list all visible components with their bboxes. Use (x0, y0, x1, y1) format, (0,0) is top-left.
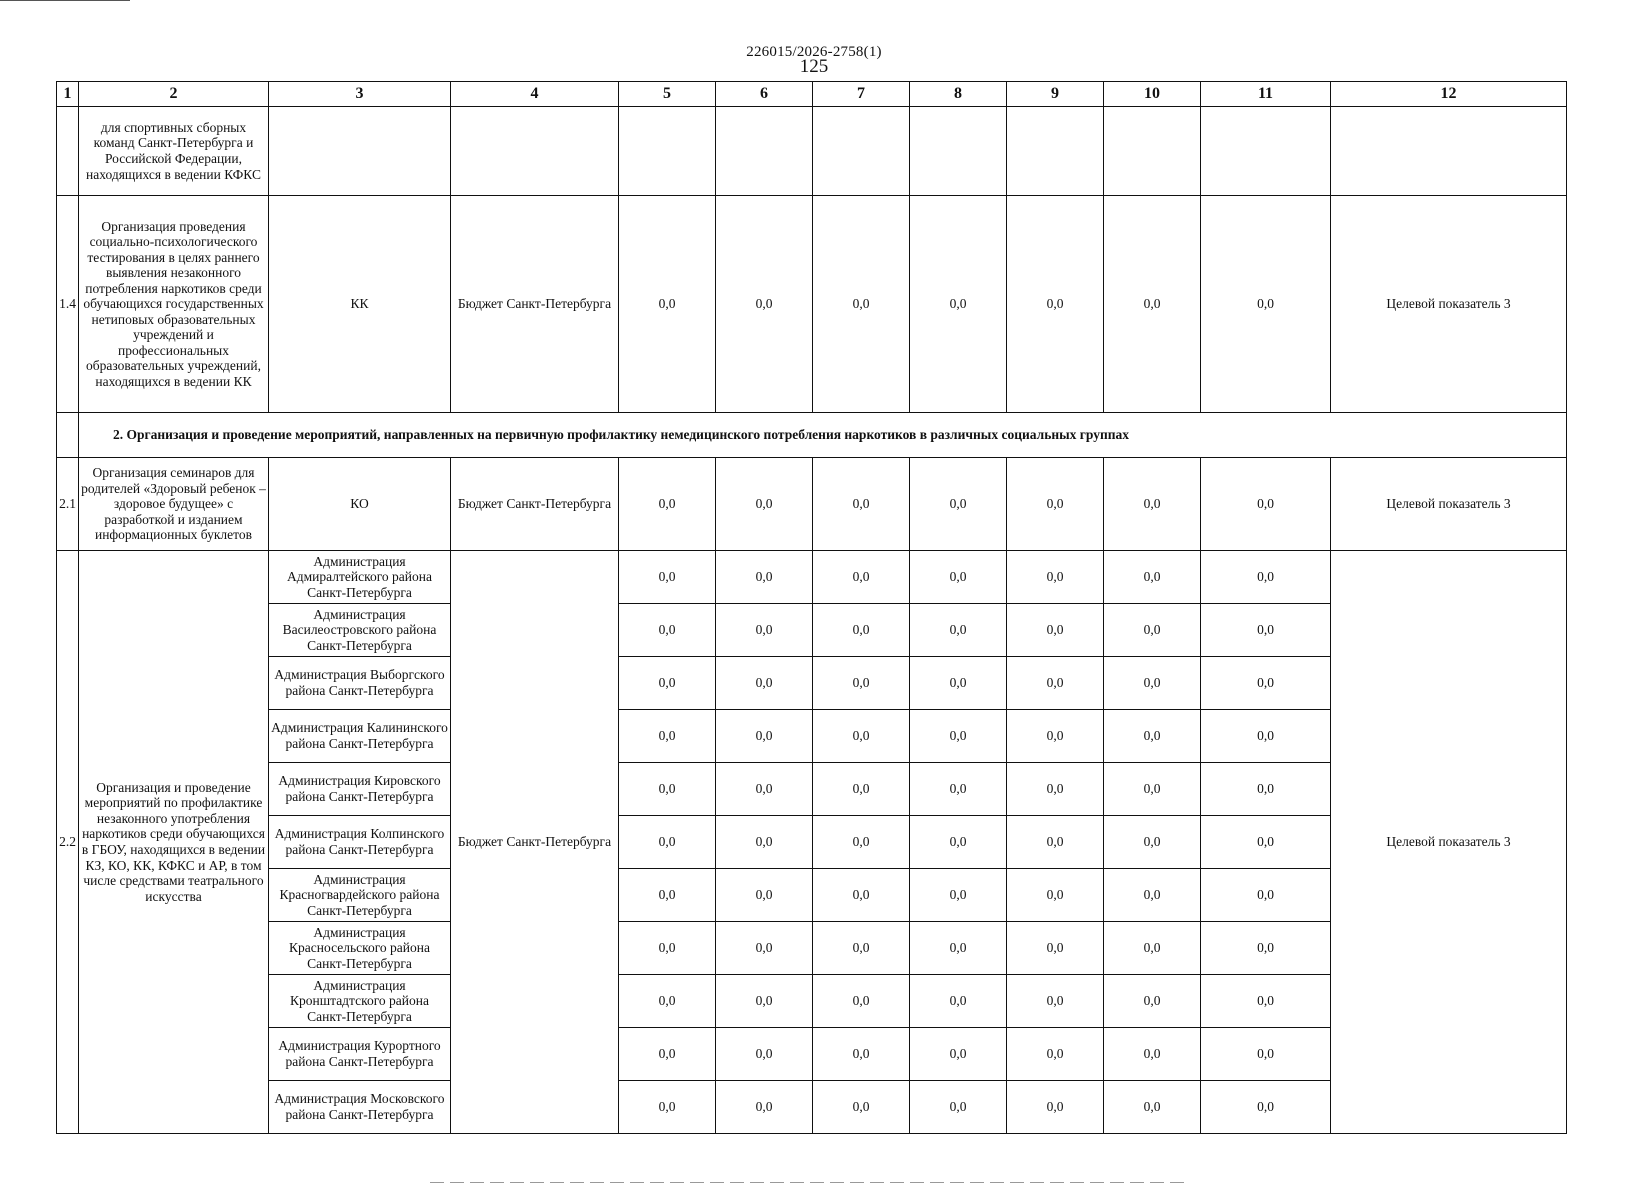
executor: Администрация Адмиралтейского района Санкт-Петербурга (269, 551, 451, 604)
value-cell: 0,0 (1007, 922, 1104, 975)
value-cell: 0,0 (1007, 458, 1104, 551)
value-cell: 0,0 (1201, 710, 1331, 763)
value-cell: 0,0 (1104, 869, 1201, 922)
empty-cell (1331, 107, 1567, 196)
value-cell: 0,0 (813, 657, 910, 710)
value-cell: 0,0 (910, 458, 1007, 551)
empty-cell (57, 413, 79, 458)
funding-source: Бюджет Санкт-Петербурга (451, 196, 619, 413)
value-cell: 0,0 (1007, 604, 1104, 657)
row-number (57, 107, 79, 196)
value-cell: 0,0 (716, 710, 813, 763)
value-cell: 0,0 (813, 869, 910, 922)
value-cell: 0,0 (813, 551, 910, 604)
value-cell: 0,0 (1201, 816, 1331, 869)
value-cell: 0,0 (910, 763, 1007, 816)
value-cell: 0,0 (716, 1081, 813, 1134)
empty-cell (813, 107, 910, 196)
empty-cell (910, 107, 1007, 196)
value-cell: 0,0 (1201, 657, 1331, 710)
value-cell: 0,0 (1007, 551, 1104, 604)
value-cell: 0,0 (1104, 816, 1201, 869)
value-cell: 0,0 (619, 604, 716, 657)
executor: Администрация Кронштадтского района Санкт-Петербурга (269, 975, 451, 1028)
section-2-row (57, 413, 1567, 458)
column-number-row (57, 82, 1567, 107)
column-header: 7 (813, 82, 910, 107)
value-cell: 0,0 (813, 922, 910, 975)
value-cell: 0,0 (1201, 458, 1331, 551)
column-header: 10 (1104, 82, 1201, 107)
column-header: 1 (57, 82, 79, 107)
column-header: 3 (269, 82, 451, 107)
indicator: Целевой показатель 3 (1331, 196, 1567, 413)
value-cell: 0,0 (1201, 1028, 1331, 1081)
indicator: Целевой показатель 3 (1331, 551, 1567, 1134)
scan-edge-line (0, 0, 130, 1)
value-cell: 0,0 (1104, 196, 1201, 413)
executor: КК (269, 196, 451, 413)
value-cell: 0,0 (813, 1081, 910, 1134)
row-number: 2.1 (57, 458, 79, 551)
activity-name: Организация проведения социально-психологического тестирования в целях раннего выявления незаконного потребления наркотиков среди обучающихся государственных нетиповых образовательных учреждений и профессиональных образовательных учреждений, находящихся в ведении КК (79, 196, 269, 413)
table-row-1-3-continued (57, 107, 1567, 196)
value-cell: 0,0 (716, 196, 813, 413)
value-cell: 0,0 (716, 657, 813, 710)
value-cell: 0,0 (1201, 1081, 1331, 1134)
value-cell: 0,0 (619, 657, 716, 710)
funding-source: Бюджет Санкт-Петербурга (451, 551, 619, 1134)
executor: Администрация Кировского района Санкт-Петербурга (269, 763, 451, 816)
value-cell: 0,0 (716, 975, 813, 1028)
value-cell: 0,0 (619, 869, 716, 922)
indicator: Целевой показатель 3 (1331, 458, 1567, 551)
column-header: 12 (1331, 82, 1567, 107)
column-header: 4 (451, 82, 619, 107)
executor: Администрация Московского района Санкт-Петербурга (269, 1081, 451, 1134)
column-header: 11 (1201, 82, 1331, 107)
value-cell: 0,0 (910, 657, 1007, 710)
value-cell: 0,0 (619, 458, 716, 551)
column-header: 9 (1007, 82, 1104, 107)
value-cell: 0,0 (813, 604, 910, 657)
value-cell: 0,0 (910, 922, 1007, 975)
table-row-2-1 (57, 458, 1567, 551)
value-cell: 0,0 (1201, 196, 1331, 413)
row-number: 1.4 (57, 196, 79, 413)
value-cell: 0,0 (1007, 869, 1104, 922)
empty-cell (1104, 107, 1201, 196)
value-cell: 0,0 (1201, 551, 1331, 604)
empty-cell (1007, 107, 1104, 196)
value-cell: 0,0 (716, 1028, 813, 1081)
value-cell: 0,0 (1007, 196, 1104, 413)
column-header: 5 (619, 82, 716, 107)
value-cell: 0,0 (910, 1028, 1007, 1081)
empty-cell (451, 107, 619, 196)
value-cell: 0,0 (910, 975, 1007, 1028)
value-cell: 0,0 (716, 458, 813, 551)
column-header: 8 (910, 82, 1007, 107)
value-cell: 0,0 (619, 922, 716, 975)
value-cell: 0,0 (619, 1081, 716, 1134)
value-cell: 0,0 (813, 710, 910, 763)
value-cell: 0,0 (813, 975, 910, 1028)
value-cell: 0,0 (619, 551, 716, 604)
value-cell: 0,0 (716, 922, 813, 975)
value-cell: 0,0 (1104, 763, 1201, 816)
value-cell: 0,0 (813, 816, 910, 869)
value-cell: 0,0 (716, 551, 813, 604)
value-cell: 0,0 (1007, 763, 1104, 816)
activity-name: Организация семинаров для родителей «Здоровый ребенок – здоровое будущее» с разработкой и изданием информационных буклетов (79, 458, 269, 551)
scan-footer-line (430, 1182, 1190, 1183)
value-cell: 0,0 (910, 816, 1007, 869)
executor: Администрация Курортного района Санкт-Петербурга (269, 1028, 451, 1081)
row-number: 2.2 (57, 551, 79, 1134)
value-cell: 0,0 (619, 975, 716, 1028)
value-cell: 0,0 (1007, 975, 1104, 1028)
value-cell: 0,0 (910, 869, 1007, 922)
value-cell: 0,0 (1007, 657, 1104, 710)
value-cell: 0,0 (619, 816, 716, 869)
table-row-2-2-district (57, 551, 1567, 604)
empty-cell (269, 107, 451, 196)
value-cell: 0,0 (1104, 1028, 1201, 1081)
executor: Администрация Выборгского района Санкт-Петербурга (269, 657, 451, 710)
value-cell: 0,0 (1201, 869, 1331, 922)
value-cell: 0,0 (619, 763, 716, 816)
value-cell: 0,0 (910, 1081, 1007, 1134)
value-cell: 0,0 (619, 710, 716, 763)
value-cell: 0,0 (1104, 657, 1201, 710)
value-cell: 0,0 (1007, 710, 1104, 763)
value-cell: 0,0 (1201, 763, 1331, 816)
section-title: 2. Организация и проведение мероприятий, направленных на первичную профилактику немедицинского потребления наркотиков в различных социальных группах (79, 413, 1567, 458)
activity-name: Организация и проведение мероприятий по профилактике незаконного употребления наркотиков среди обучающихся в ГБОУ, находящихся в ведении КЗ, КО, КК, КФКС и АР, в том числе средствами театрального искусства (79, 551, 269, 1134)
empty-cell (1201, 107, 1331, 196)
value-cell: 0,0 (910, 604, 1007, 657)
value-cell: 0,0 (1104, 922, 1201, 975)
value-cell: 0,0 (619, 196, 716, 413)
value-cell: 0,0 (1201, 975, 1331, 1028)
value-cell: 0,0 (910, 196, 1007, 413)
value-cell: 0,0 (813, 458, 910, 551)
value-cell: 0,0 (1007, 816, 1104, 869)
value-cell: 0,0 (619, 1028, 716, 1081)
value-cell: 0,0 (1104, 551, 1201, 604)
funding-source: Бюджет Санкт-Петербурга (451, 458, 619, 551)
value-cell: 0,0 (1007, 1028, 1104, 1081)
executor: КО (269, 458, 451, 551)
value-cell: 0,0 (1104, 458, 1201, 551)
empty-cell (619, 107, 716, 196)
column-header: 2 (79, 82, 269, 107)
value-cell: 0,0 (1201, 922, 1331, 975)
activity-name: для спортивных сборных команд Санкт-Петербурга и Российской Федерации, находящихся в ведении КФКС (79, 107, 269, 196)
empty-cell (716, 107, 813, 196)
value-cell: 0,0 (1104, 1081, 1201, 1134)
value-cell: 0,0 (813, 196, 910, 413)
value-cell: 0,0 (1201, 604, 1331, 657)
value-cell: 0,0 (813, 1028, 910, 1081)
executor: Администрация Василеостровского района Санкт-Петербурга (269, 604, 451, 657)
value-cell: 0,0 (910, 710, 1007, 763)
value-cell: 0,0 (716, 604, 813, 657)
value-cell: 0,0 (716, 763, 813, 816)
value-cell: 0,0 (1104, 975, 1201, 1028)
document-number: 226015/2026-2758(1) (746, 44, 882, 60)
program-table (56, 81, 1567, 1134)
value-cell: 0,0 (716, 816, 813, 869)
value-cell: 0,0 (813, 763, 910, 816)
column-header: 6 (716, 82, 813, 107)
executor: Администрация Красносельского района Санкт-Петербурга (269, 922, 451, 975)
value-cell: 0,0 (910, 551, 1007, 604)
executor: Администрация Красногвардейского района Санкт-Петербурга (269, 869, 451, 922)
value-cell: 0,0 (716, 869, 813, 922)
table-row-1-4 (57, 196, 1567, 413)
executor: Администрация Калининского района Санкт-Петербурга (269, 710, 451, 763)
value-cell: 0,0 (1104, 710, 1201, 763)
value-cell: 0,0 (1104, 604, 1201, 657)
executor: Администрация Колпинского района Санкт-Петербурга (269, 816, 451, 869)
table-body (57, 82, 1567, 1134)
page-number: 125 (799, 56, 829, 77)
value-cell: 0,0 (1007, 1081, 1104, 1134)
